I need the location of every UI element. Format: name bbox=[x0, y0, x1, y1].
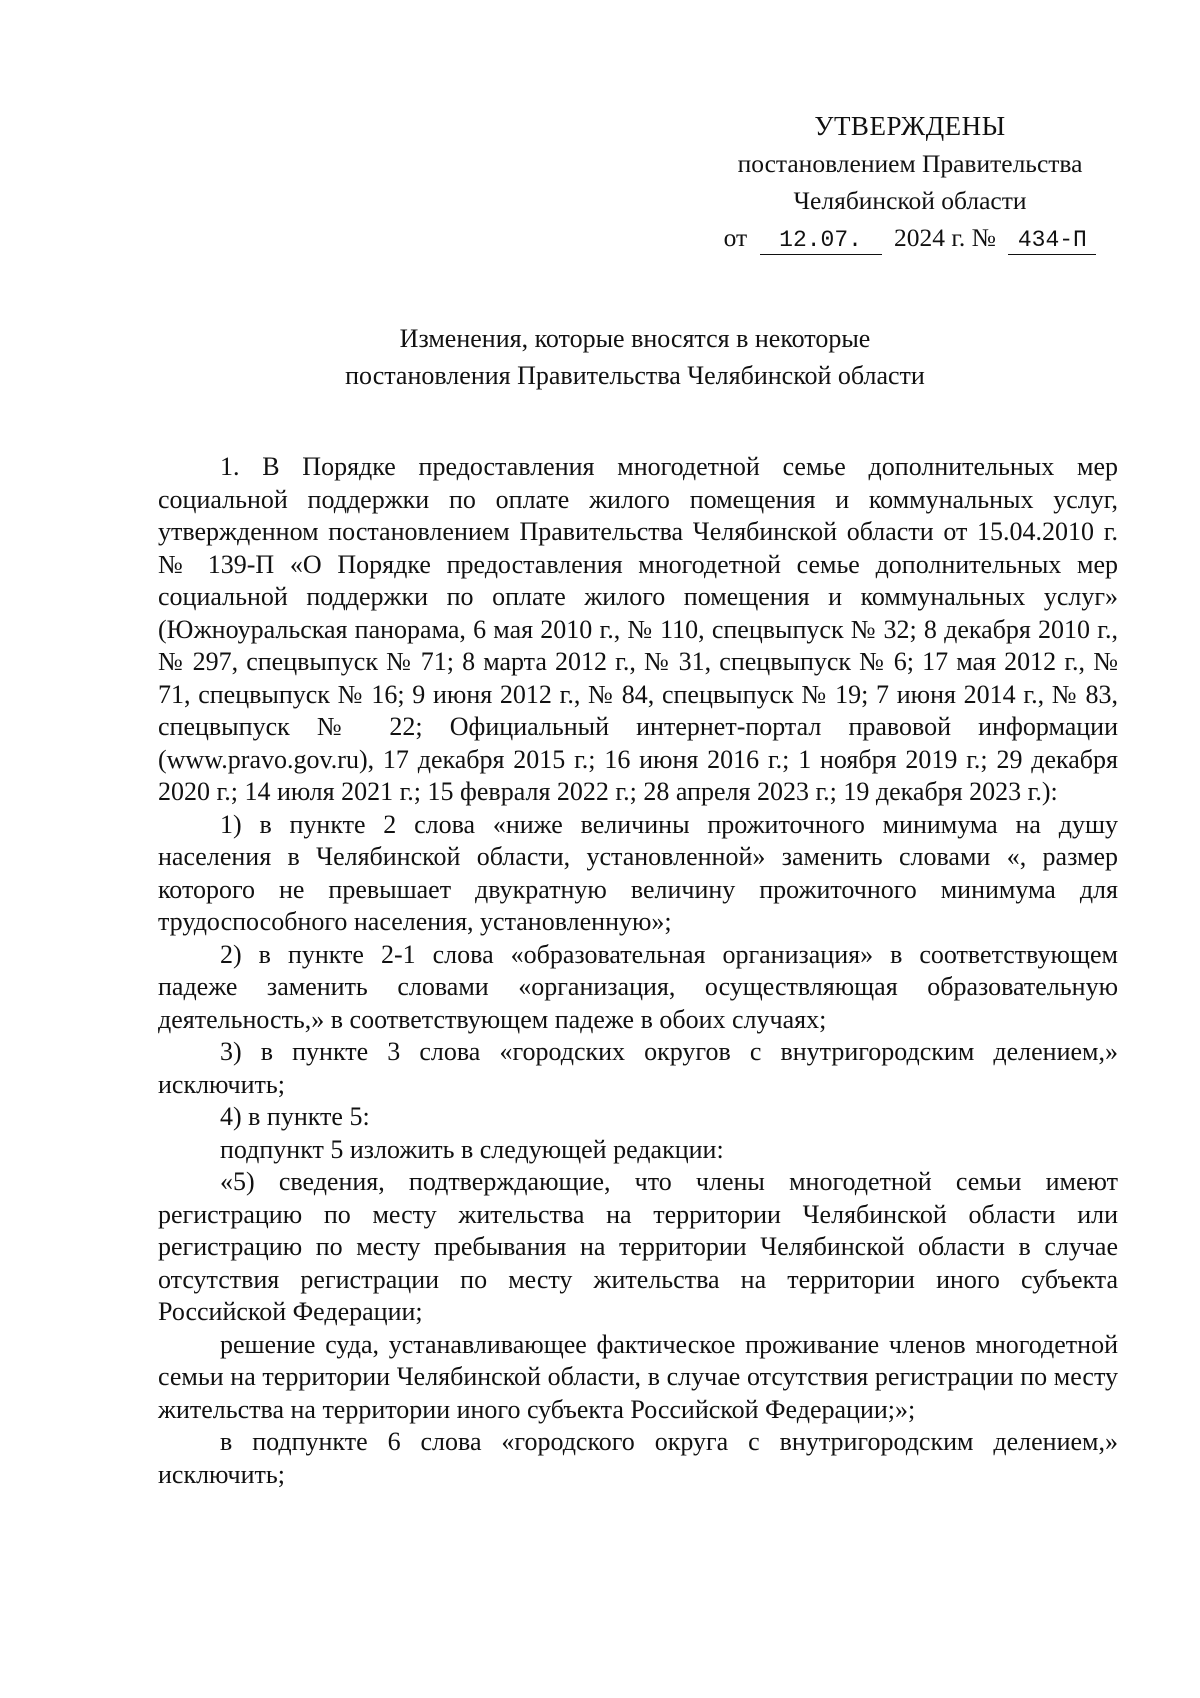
approval-line-1: постановлением Правительства bbox=[737, 149, 1083, 178]
date-prefix: от bbox=[723, 223, 748, 252]
paragraph-9: в подпункте 6 слова «городского округа с внутригородским делением,» исключить; bbox=[158, 1427, 1118, 1489]
paragraph-2: 1) в пункте 2 слова «ниже величины прожиточного минимума на душу населения в Челябинской области, установленной» заменить словами «, размер которого не превышает двукратную величину прожиточного минимума для трудоспособного населения, установленную»; bbox=[158, 809, 1118, 936]
paragraph-1: 1. В Порядке предоставления многодетной семье дополнительных мер социальной поддержки по оплате жилого помещения и коммунальных услуг, утвержденном постановлением Правительства Челябинской области от 15.04.2010 г. № 139-П «О Порядке предоставления многодетной семье дополнительных мер социальной поддержки по оплате жилого помещения и коммунальных услуг» (Южноуральская панорама, 6 мая 2010 г., № 110, спецвыпуск № 32; 8 декабря 2010 г., № 297, спецвыпуск № 71; 8 марта 2012 г., № 31, спецвыпуск № 6; 17 мая 2012 г., № 71, спецвыпуск № 16; 9 июня 2012 г., № 84, спецвыпуск № 19; 7 июня 2014 г., № 83, спецвыпуск № 22; Официальный интернет-портал правовой информации (www.pravo.gov.ru), 17 декабря 2015 г.; 16 июня 2016 г.; 1 ноября 2019 г.; 29 декабря 2020 г.; 14 июля 2021 г.; 15 февраля 2022 г.; 28 апреля 2023 г.; 19 декабря 2023 г.): bbox=[158, 452, 1118, 806]
heading-line-1: Изменения, которые вносятся в некоторые bbox=[399, 324, 871, 353]
document-body bbox=[158, 451, 1118, 1491]
paragraph-4: 3) в пункте 3 слова «городских округов с внутригородским делением,» исключить; bbox=[158, 1037, 1118, 1099]
document-heading bbox=[200, 320, 1070, 394]
approval-number: 434-П bbox=[1008, 226, 1096, 255]
approval-stamp bbox=[700, 108, 1120, 256]
paragraph-6: подпункт 5 изложить в следующей редакции: bbox=[220, 1134, 724, 1164]
paragraph-7: «5) сведения, подтверждающие, что члены многодетной семьи имеют регистрацию по месту жительства на территории Челябинской области или регистрацию по месту пребывания на территории Челябинской области в случае отсутствия регистрации по месту жительства на территории иного субъекта Российской Федерации; bbox=[158, 1167, 1118, 1326]
approval-date: 12.07. bbox=[760, 226, 882, 255]
paragraph-3: 2) в пункте 2-1 слова «образовательная организация» в соответствующем падеже заменить словами «организация, осуществляющая образовательную деятельность,» в соответствующем падеже в обоих случаях; bbox=[158, 939, 1118, 1034]
approval-title: УТВЕРЖДЕНЫ bbox=[814, 111, 1006, 141]
year-text: 2024 г. № bbox=[893, 223, 996, 252]
paragraph-8: решение суда, устанавливающее фактическое проживание членов многодетной семьи на территории Челябинской области, в случае отсутствия регистрации по месту жительства на территории иного субъекта Российской Федерации;»; bbox=[158, 1329, 1118, 1424]
heading-line-2: постановления Правительства Челябинской области bbox=[345, 361, 925, 390]
paragraph-5: 4) в пункте 5: bbox=[220, 1102, 370, 1131]
approval-date-line bbox=[700, 219, 1120, 256]
approval-line-2: Челябинской области bbox=[793, 186, 1027, 215]
